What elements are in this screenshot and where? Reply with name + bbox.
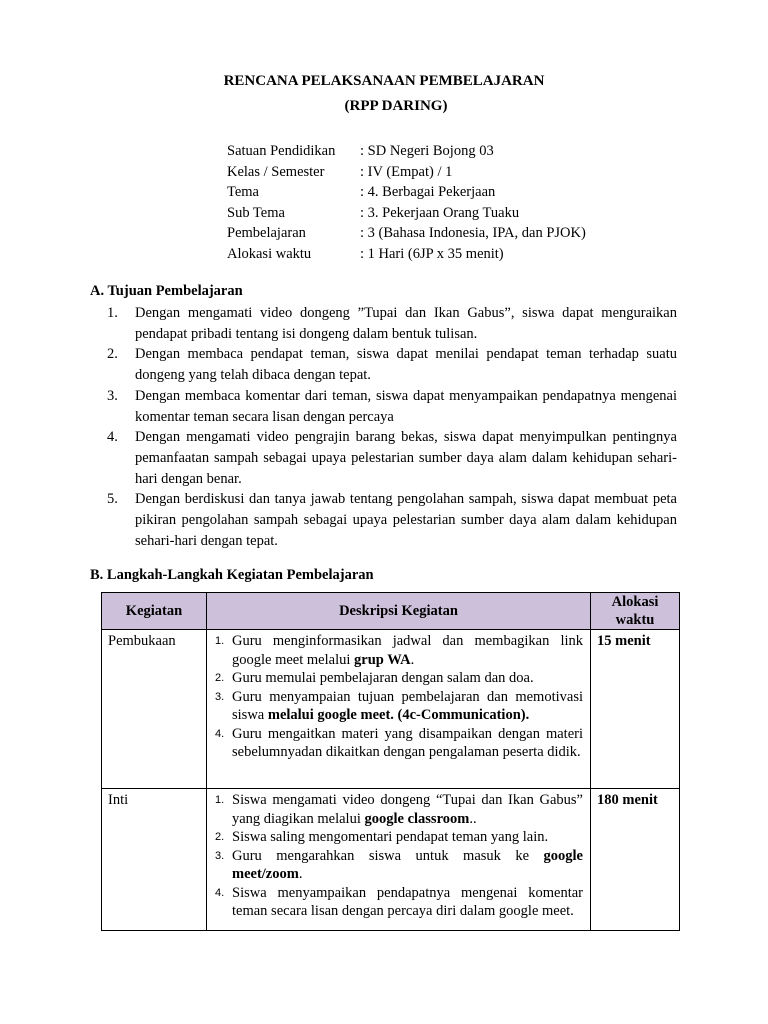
activity-name: Pembukaan [102, 630, 207, 789]
goal-number: 5. [107, 491, 118, 508]
step-number: 3. [215, 849, 225, 862]
table-row [102, 630, 680, 789]
activity-description [207, 789, 591, 931]
step-text: Guru menyampaian tujuan pembelajaran dan memotivasi siswa [232, 688, 583, 723]
column-header-kegiatan: Kegiatan [102, 593, 207, 630]
step-text-end: . [298, 866, 303, 882]
table-row [102, 789, 680, 931]
identity-value: : 4. Berbagai Pekerjaan [360, 184, 496, 200]
step-text: Guru memulai pembelajaran dengan salam dan doa. [232, 670, 534, 686]
activity-step [213, 632, 585, 669]
document-title: RENCANA PELAKSANAAN PEMBELAJARAN [223, 73, 545, 89]
activity-step [213, 847, 585, 884]
goal-number: 1. [107, 305, 118, 321]
step-text: Guru menginformasikan jadwal dan membagikan link google meet melalui [232, 633, 583, 668]
step-text-end: .. [469, 810, 477, 827]
identity-key: Tema [227, 184, 259, 200]
activity-steps [213, 791, 585, 921]
identity-value: : IV (Empat) / 1 [360, 163, 453, 180]
identity-key: Kelas / Semester [227, 163, 325, 180]
activity-duration: 180 menit [591, 789, 680, 931]
step-number: 4. [215, 727, 225, 740]
goal-item [90, 386, 677, 427]
document-subtitle: (RPP DARING) [344, 98, 448, 114]
table-header-row [102, 593, 680, 630]
step-number: 1. [215, 635, 225, 647]
step-text: Siswa mengamati video dongeng “Tupai dan Ikan Gabus” yang diagikan melalui [232, 792, 583, 827]
step-text: Guru mengaitkan materi yang disampaikan dengan materi sebelumnyadan dikaitkan dengan pengalaman peserta didik. [232, 725, 583, 760]
step-text: Siswa saling mengomentari pendapat teman yang lain. [232, 829, 549, 845]
identity-key: Sub Tema [227, 204, 285, 221]
activity-steps-table [101, 592, 680, 931]
goal-item [90, 303, 677, 344]
identity-key: Alokasi waktu [227, 245, 312, 262]
step-number: 2. [215, 672, 225, 684]
column-header-deskripsi: Deskripsi Kegiatan [207, 593, 591, 630]
goal-item [90, 427, 677, 489]
identity-row [227, 141, 586, 162]
identity-value: : 1 Hari (6JP x 35 menit) [360, 245, 504, 262]
goal-number: 2. [107, 346, 118, 363]
step-number: 2. [215, 831, 225, 843]
goal-text: Dengan berdiskusi dan tanya jawab tentang pengolahan sampah, siswa dapat membuat peta pikiran pengolahan sampah sebagai upaya pelestarian sumber daya alam dalam kehidupan sehari-hari dengan tepat. [135, 491, 677, 549]
identity-value: : SD Negeri Bojong 03 [360, 143, 494, 159]
step-text: Siswa menyampaikan pendapatnya mengenai komentar teman secara lisan dengan percaya diri dalam google meet. [232, 884, 583, 919]
activity-step [213, 828, 585, 847]
identity-row [227, 203, 586, 224]
identity-table [227, 141, 586, 264]
identity-row [227, 223, 586, 244]
identity-value: : 3 (Bahasa Indonesia, IPA, dan PJOK) [360, 225, 586, 241]
step-emphasis: google meet/zoom [232, 847, 583, 882]
goals-list [90, 303, 677, 551]
identity-key: Pembelajaran [227, 225, 306, 241]
column-header-alokasi: Alokasi waktu [591, 593, 680, 630]
activity-duration: 15 menit [591, 630, 680, 789]
activity-step [213, 688, 585, 725]
goal-text: Dengan mengamati video pengrajin barang bekas, siswa dapat menyimpulkan pentingnya pemanfaatan sampah sebagai upaya pelestarian sumber daya alam dalam kehidupan sehari-hari dengan benar. [135, 429, 677, 487]
activity-name: Inti [102, 789, 207, 931]
goal-text: Dengan membaca pendapat teman, siswa dapat menilai pendapat teman terhadap suatu dongeng yang telah dibaca dengan tepat. [135, 346, 677, 384]
goal-item [90, 344, 677, 385]
activity-steps [213, 632, 585, 762]
step-number: 4. [215, 886, 225, 899]
step-number: 3. [215, 690, 225, 703]
goal-number: 3. [107, 387, 118, 404]
identity-value: : 3. Pekerjaan Orang Tuaku [360, 204, 520, 221]
section-b-heading: B. Langkah-Langkah Kegiatan Pembelajaran [90, 567, 374, 583]
goal-text: Dengan mengamati video dongeng ”Tupai dan Ikan Gabus”, siswa dapat menguraikan pendapat pribadi tentang isi dongeng dalam bentuk tulisan. [135, 305, 677, 342]
step-emphasis: google classroom [364, 810, 470, 827]
activity-step [213, 884, 585, 921]
goal-item [90, 489, 677, 551]
activity-step [213, 791, 585, 828]
goal-number: 4. [107, 429, 118, 446]
identity-row [227, 182, 586, 203]
identity-row [227, 162, 586, 183]
section-a-heading: A. Tujuan Pembelajaran [90, 283, 243, 299]
identity-key: Satuan Pendidikan [227, 143, 336, 159]
step-number: 1. [215, 794, 225, 806]
step-emphasis: melalui google meet. (4c-Communication). [267, 707, 530, 723]
activity-step [213, 669, 585, 688]
step-emphasis: grup WA [354, 651, 411, 668]
identity-row [227, 244, 586, 265]
activity-step [213, 725, 585, 762]
goal-text: Dengan membaca komentar dari teman, siswa dapat menyampaikan pendapatnya mengenai komentar teman secara lisan dengan percaya [135, 387, 677, 425]
activity-description [207, 630, 591, 789]
step-text: Guru mengarahkan siswa untuk masuk ke [232, 847, 544, 864]
step-text-end: . [410, 651, 415, 668]
